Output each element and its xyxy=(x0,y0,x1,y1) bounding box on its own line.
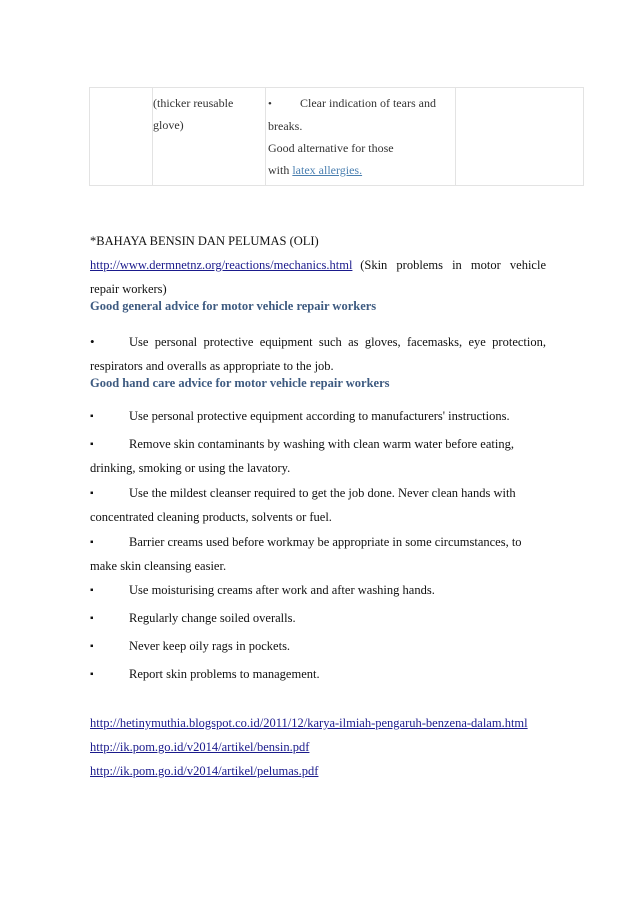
list-item-text: Use personal protective equipment such as gloves, facemasks, eye protection, xyxy=(129,335,546,349)
reference-link[interactable]: http://hetinymuthia.blogspot.co.id/2011/12/karya-ilmiah-pengaruh-benzena-dalam.html xyxy=(90,716,528,730)
table-fragment xyxy=(89,87,584,186)
section-title: *BAHAYA BENSIN DAN PELUMAS (OLI) xyxy=(90,234,319,248)
references xyxy=(90,711,546,783)
list-item-text: Barrier creams used before workmay be appropriate in some circumstances, to xyxy=(129,535,522,549)
list-item xyxy=(90,404,546,428)
list-item-text: drinking, smoking or using the lavatory. xyxy=(90,461,291,475)
list-item-text: Remove skin contaminants by washing with clean warm water before eating, xyxy=(129,437,514,451)
list-item-text: respirators and overalls as appropriate to the job. xyxy=(90,359,334,373)
hand-care-heading: Good hand care advice for motor vehicle repair workers xyxy=(90,376,390,390)
list-item xyxy=(90,662,546,686)
square-bullet-icon: ▪ xyxy=(90,641,94,652)
table-cell-glove xyxy=(153,92,253,136)
table-divider xyxy=(265,88,266,185)
bullet-icon: • xyxy=(90,334,95,349)
reference-link[interactable]: http://ik.pom.go.id/v2014/artikel/bensin.pdf xyxy=(90,740,310,754)
list-item xyxy=(90,432,546,480)
cell-line: breaks. xyxy=(268,119,303,133)
intro-text: (Skin problems in motor vehicle xyxy=(360,258,546,272)
list-item-text: Use moisturising creams after work and after washing hands. xyxy=(129,583,435,597)
list-item xyxy=(90,530,546,578)
cell-line: glove) xyxy=(153,118,184,132)
list-item-text: Regularly change soiled overalls. xyxy=(129,611,296,625)
list-item xyxy=(90,634,546,658)
list-item-text: make skin cleansing easier. xyxy=(90,559,227,573)
square-bullet-icon: ▪ xyxy=(90,669,94,680)
list-item-text: Never keep oily rags in pockets. xyxy=(129,639,291,653)
intro-text-line2: repair workers) xyxy=(90,282,167,296)
list-item-text: Use personal protective equipment according to manufacturers' instructions. xyxy=(129,409,510,423)
square-bullet-icon: ▪ xyxy=(90,488,94,499)
cell-line: Good alternative for those xyxy=(268,141,394,155)
list-item xyxy=(90,481,546,529)
square-bullet-icon: ▪ xyxy=(90,585,94,596)
cell-line: (thicker reusable xyxy=(153,96,234,110)
dermnet-link[interactable]: http://www.dermnetnz.org/reactions/mechanics.html xyxy=(90,258,353,272)
square-bullet-icon: ▪ xyxy=(90,439,94,450)
list-item-text: concentrated cleaning products, solvents or fuel. xyxy=(90,510,332,524)
table-cell-description xyxy=(268,92,458,181)
square-bullet-icon: ▪ xyxy=(90,613,94,624)
bullet-icon: • xyxy=(268,98,272,110)
general-advice-heading: Good general advice for motor vehicle repair workers xyxy=(90,299,377,313)
square-bullet-icon: ▪ xyxy=(90,411,94,422)
list-item-text: Use the mildest cleanser required to get the job done. Never clean hands with xyxy=(129,486,516,500)
square-bullet-icon: ▪ xyxy=(90,537,94,548)
list-item-text: Report skin problems to management. xyxy=(129,667,320,681)
latex-allergies-link[interactable]: latex allergies. xyxy=(292,163,363,177)
list-item xyxy=(90,606,546,630)
cell-line: with xyxy=(268,163,293,177)
reference-link[interactable]: http://ik.pom.go.id/v2014/artikel/pelumas.pdf xyxy=(90,764,319,778)
cell-line: Clear indication of tears and xyxy=(300,96,436,110)
list-item xyxy=(90,578,546,602)
